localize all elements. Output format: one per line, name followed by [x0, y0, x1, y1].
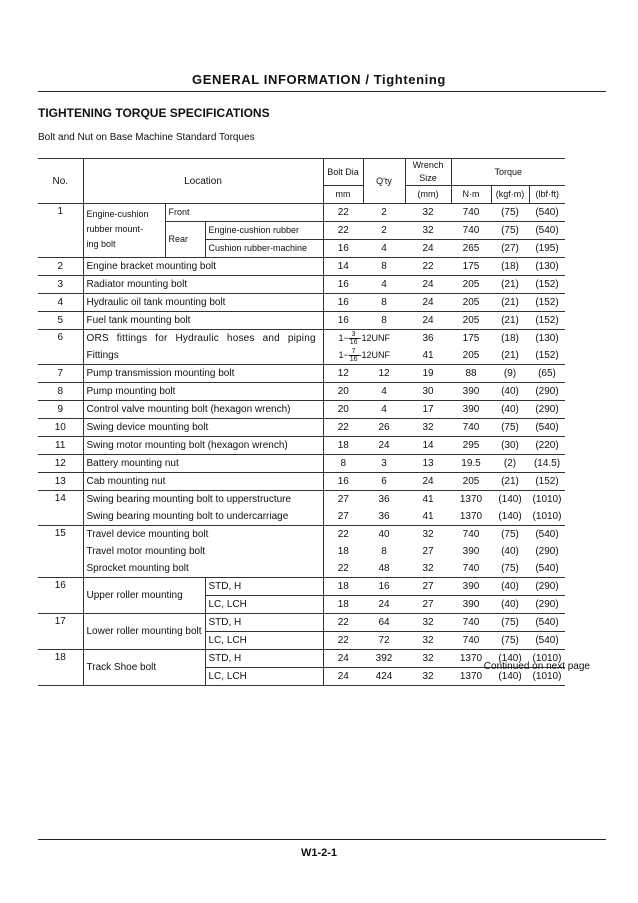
row1-location-line: Engine-cushion — [86, 209, 149, 219]
row1-rear-label: Rear — [165, 222, 205, 258]
dia-fraction — [349, 348, 359, 363]
row-location: Swing bearing mounting bolt to upperstructure — [83, 491, 323, 509]
torque-kgfm-value: (140) — [491, 668, 529, 686]
row6-location-line1: ORS fittings for Hydraulic hoses and piping — [83, 330, 323, 348]
header-wrench-line2: Size — [419, 173, 437, 183]
wrench-size-value: 27 — [405, 596, 451, 614]
bolt-dia-value: 22 — [337, 563, 349, 574]
qty-value: 8 — [363, 312, 405, 330]
bolt-dia-value: 22 — [323, 632, 363, 650]
torque-lbfft-value: (540) — [529, 222, 565, 240]
qty-value: 4 — [363, 276, 405, 294]
torque-lbfft-value: (152) — [529, 473, 565, 491]
torque-kgfm-value: (30) — [491, 437, 529, 455]
row-location: Control valve mounting bolt (hexagon wrench) — [83, 401, 323, 419]
wrench-size-value: 32 — [405, 204, 451, 222]
table-row-6b — [38, 347, 599, 365]
torque-lbfft-value: (540) — [529, 204, 565, 222]
wrench-size-value: 32 — [405, 222, 451, 240]
row6-location-line2: Fittings — [83, 347, 323, 365]
bolt-dia-value: 27 — [337, 511, 349, 522]
header-wrench-size — [405, 159, 451, 186]
header-torque: Torque — [451, 159, 565, 186]
table-row-16-a — [38, 578, 599, 596]
torque-lbfft-value: (290) — [529, 596, 565, 614]
row-number: 17 — [38, 614, 83, 650]
qty-value: 2 — [363, 204, 405, 222]
row-location: Pump mounting bolt — [83, 383, 323, 401]
torque-lbfft-value: (130) — [529, 330, 565, 348]
bolt-dia-value: 27 — [323, 491, 363, 509]
torque-kgfm-value: (21) — [491, 276, 529, 294]
wrench-size-value: 32 — [405, 632, 451, 650]
row-number: 16 — [38, 578, 83, 614]
table-row-2 — [38, 258, 599, 276]
machine-type-label: LC, LCH — [205, 632, 323, 650]
torque-nm-value: 1370 — [451, 668, 491, 686]
torque-nm-value: 175 — [451, 258, 491, 276]
row-number: 4 — [38, 294, 83, 312]
torque-lbfft-value: (152) — [529, 312, 565, 330]
row-location: Swing motor mounting bolt (hexagon wrench) — [83, 437, 323, 455]
header-qty: Q'ty — [363, 159, 405, 204]
row1-rear-a-label: Engine-cushion rubber — [205, 222, 323, 240]
wrench-size-value: 32 — [405, 668, 451, 686]
torque-lbfft-value: (152) — [535, 350, 559, 361]
row-number: 3 — [38, 276, 83, 294]
torque-kgfm-value: (75) — [491, 526, 529, 544]
torque-kgfm-value: (40) — [491, 401, 529, 419]
qty-value: 8 — [363, 258, 405, 276]
table-row-15-2 — [38, 560, 599, 578]
wrench-size-value: 32 — [405, 419, 451, 437]
row-location: Hydraulic oil tank mounting bolt — [83, 294, 323, 312]
bolt-dia-value: 22 — [323, 222, 363, 240]
torque-kgfm-value: (2) — [491, 455, 529, 473]
torque-kgfm-value: (140) — [491, 491, 529, 509]
bolt-dia-value: 22 — [323, 419, 363, 437]
table-header-row-1 — [38, 159, 599, 186]
torque-lbfft-value: (65) — [529, 365, 565, 383]
table-row-6a — [38, 330, 599, 348]
wrench-size-value: 30 — [405, 383, 451, 401]
bolt-dia-value: 18 — [323, 437, 363, 455]
table-row-17-a — [38, 614, 599, 632]
bolt-dia-value: 16 — [323, 294, 363, 312]
header-bolt-dia-unit: mm — [323, 186, 363, 204]
header-location: Location — [83, 159, 323, 204]
row-location: Track Shoe bolt — [83, 650, 205, 686]
bolt-dia-fraction — [323, 347, 405, 365]
torque-kgfm-value: (18) — [491, 330, 529, 348]
wrench-size-value: 41 — [405, 491, 451, 509]
row-number: 8 — [38, 383, 83, 401]
torque-kgfm-value: (140) — [491, 650, 529, 668]
dia-numerator: 3 — [349, 331, 359, 339]
header-unit-nm: N·m — [451, 186, 491, 204]
torque-lbfft-value: (290) — [535, 546, 559, 557]
torque-kgfm-value: (140) — [498, 511, 522, 522]
torque-kgfm-value: (75) — [491, 614, 529, 632]
row-number: 14 — [38, 491, 83, 526]
wrench-size-value: 22 — [405, 258, 451, 276]
qty-value: 24 — [363, 437, 405, 455]
qty-value: 4 — [363, 401, 405, 419]
torque-lbfft-value: (152) — [529, 294, 565, 312]
wrench-size-value: 32 — [405, 650, 451, 668]
table-row-15-1 — [38, 543, 599, 560]
wrench-size-value: 32 — [405, 614, 451, 632]
qty-value: 4 — [363, 240, 405, 258]
torque-lbfft-value: (1010) — [529, 650, 565, 668]
wrench-size-value: 24 — [405, 276, 451, 294]
bolt-dia-value: 22 — [323, 204, 363, 222]
torque-lbfft-value: (290) — [529, 401, 565, 419]
torque-nm-value: 740 — [451, 222, 491, 240]
torque-nm-value: 205 — [451, 294, 491, 312]
wrench-size-value: 24 — [405, 473, 451, 491]
row-location: Swing device mounting bolt — [83, 419, 323, 437]
qty-value: 2 — [363, 222, 405, 240]
bolt-dia-value: 20 — [323, 401, 363, 419]
bolt-dia-value: 16 — [323, 276, 363, 294]
machine-type-label: LC, LCH — [205, 668, 323, 686]
torque-nm-value: 175 — [451, 330, 491, 348]
bolt-dia-value: 16 — [323, 473, 363, 491]
wrench-size-value: 27 — [422, 546, 434, 557]
table-row-7 — [38, 365, 599, 383]
wrench-size-value: 27 — [405, 578, 451, 596]
row-number: 9 — [38, 401, 83, 419]
machine-type-label: LC, LCH — [205, 596, 323, 614]
torque-nm-value: 205 — [451, 312, 491, 330]
table-row-3 — [38, 276, 599, 294]
wrench-size-value: 41 — [422, 350, 434, 361]
bolt-dia-value: 18 — [323, 596, 363, 614]
section-title: TIGHTENING TORQUE SPECIFICATIONS — [38, 106, 270, 120]
torque-nm-value: 740 — [462, 563, 480, 574]
torque-nm-value: 295 — [451, 437, 491, 455]
torque-kgfm-value: (40) — [491, 596, 529, 614]
row-location: Travel motor mounting bolt — [83, 543, 323, 560]
table-row-11 — [38, 437, 599, 455]
torque-nm-value: 1370 — [451, 491, 491, 509]
row1-front-label: Front — [165, 204, 323, 222]
torque-kgfm-value: (21) — [491, 473, 529, 491]
torque-kgfm-value: (75) — [491, 419, 529, 437]
bolt-dia-value: 18 — [323, 578, 363, 596]
dia-numerator: 7 — [349, 348, 359, 356]
row-location: Engine bracket mounting bolt — [83, 258, 323, 276]
row-number: 6 — [38, 330, 83, 365]
machine-type-label: STD, H — [205, 614, 323, 632]
row-number: 11 — [38, 437, 83, 455]
bolt-dia-value: 8 — [323, 455, 363, 473]
torque-table — [38, 158, 599, 686]
row1-rear-b-label: Cushion rubber-machine — [205, 240, 323, 258]
torque-lbfft-value: (540) — [529, 614, 565, 632]
machine-type-label: STD, H — [205, 650, 323, 668]
qty-value: 64 — [363, 614, 405, 632]
table-row-15-0 — [38, 526, 599, 544]
bolt-dia-value: 14 — [323, 258, 363, 276]
table-row-4 — [38, 294, 599, 312]
qty-value: 4 — [363, 383, 405, 401]
bolt-dia-value: 24 — [323, 668, 363, 686]
wrench-size-value: 24 — [405, 240, 451, 258]
qty-value: 16 — [363, 578, 405, 596]
torque-lbfft-value: (290) — [529, 383, 565, 401]
row-location: Travel device mounting bolt — [83, 526, 323, 544]
bolt-dia-value: 22 — [323, 614, 363, 632]
row-location: Pump transmission mounting bolt — [83, 365, 323, 383]
dia-suffix: -12UNF — [358, 332, 391, 343]
torque-nm-value: 205 — [451, 473, 491, 491]
dia-suffix: -12UNF — [358, 349, 391, 360]
wrench-size-value: 14 — [405, 437, 451, 455]
torque-nm-value: 740 — [451, 204, 491, 222]
torque-nm-value: 265 — [451, 240, 491, 258]
qty-value: 36 — [378, 511, 390, 522]
wrench-size-value: 41 — [422, 511, 434, 522]
dia-denominator: 16 — [349, 356, 358, 364]
torque-kgfm-value: (21) — [491, 312, 529, 330]
bolt-dia-fraction — [323, 330, 405, 348]
table-row-1a — [38, 204, 599, 222]
footer-rule — [38, 839, 606, 840]
torque-lbfft-value: (1010) — [532, 511, 562, 522]
row-location: Sprocket mounting bolt — [83, 560, 323, 578]
qty-value: 8 — [381, 546, 387, 557]
page-number: W1-2-1 — [300, 847, 338, 859]
torque-nm-value: 205 — [451, 276, 491, 294]
qty-value: 3 — [363, 455, 405, 473]
torque-lbfft-value: (152) — [529, 276, 565, 294]
bolt-dia-value: 16 — [323, 240, 363, 258]
torque-nm-value: 1370 — [451, 650, 491, 668]
row-location: Battery mounting nut — [83, 455, 323, 473]
qty-value: 424 — [363, 668, 405, 686]
table-subtitle: Bolt and Nut on Base Machine Standard Torques — [38, 132, 255, 143]
torque-lbfft-value: (1010) — [529, 491, 565, 509]
row-number: 7 — [38, 365, 83, 383]
row1-location — [83, 204, 165, 258]
torque-kgfm-value: (75) — [501, 563, 519, 574]
wrench-size-value: 24 — [405, 294, 451, 312]
qty-value: 24 — [363, 596, 405, 614]
torque-nm-value: 1370 — [459, 511, 483, 522]
torque-lbfft-value: (220) — [529, 437, 565, 455]
wrench-size-value: 24 — [405, 312, 451, 330]
torque-nm-value: 390 — [451, 401, 491, 419]
wrench-size-value: 17 — [405, 401, 451, 419]
row-number: 2 — [38, 258, 83, 276]
torque-nm-value: 740 — [451, 526, 491, 544]
continued-note: Continued on next page — [483, 661, 590, 672]
header-unit-lbfft: (lbf·ft) — [529, 186, 565, 204]
torque-nm-value: 390 — [451, 578, 491, 596]
torque-lbfft-value: (1010) — [529, 668, 565, 686]
torque-lbfft-value: (14.5) — [529, 455, 565, 473]
torque-nm-value: 205 — [462, 350, 480, 361]
machine-type-label: STD, H — [205, 578, 323, 596]
dia-fraction — [349, 331, 359, 346]
row-number: 10 — [38, 419, 83, 437]
row-number: 1 — [38, 204, 83, 258]
bolt-dia-value: 18 — [337, 546, 349, 557]
row1-location-line: rubber mount- — [86, 224, 144, 234]
row1-location-line: ing bolt — [86, 239, 116, 249]
table-row-9 — [38, 401, 599, 419]
header-no: No. — [38, 159, 83, 204]
header-wrench-line1: Wrench — [412, 160, 444, 170]
torque-kgfm-value: (40) — [491, 383, 529, 401]
table-row-13 — [38, 473, 599, 491]
wrench-size-value: 13 — [405, 455, 451, 473]
dia-prefix: 1− — [338, 349, 349, 360]
header-unit-kgfm: (kgf·m) — [491, 186, 529, 204]
torque-nm-value: 390 — [451, 596, 491, 614]
row-location: Upper roller mounting — [83, 578, 205, 614]
torque-nm-value: 740 — [451, 614, 491, 632]
torque-lbfft-value: (540) — [529, 632, 565, 650]
table-row-14-1 — [38, 508, 599, 526]
row-location: Swing bearing mounting bolt to undercarriage — [83, 508, 323, 526]
torque-lbfft-value: (290) — [529, 578, 565, 596]
torque-lbfft-value: (540) — [529, 526, 565, 544]
torque-kgfm-value: (75) — [491, 222, 529, 240]
wrench-size-value: 36 — [405, 330, 451, 348]
table-row-12 — [38, 455, 599, 473]
table-row-5 — [38, 312, 599, 330]
qty-value: 392 — [363, 650, 405, 668]
row-location: Radiator mounting bolt — [83, 276, 323, 294]
row-location: Fuel tank mounting bolt — [83, 312, 323, 330]
row-location: Cab mounting nut — [83, 473, 323, 491]
dia-denominator: 16 — [349, 339, 358, 347]
bolt-dia-value: 16 — [323, 312, 363, 330]
torque-kgfm-value: (40) — [501, 546, 519, 557]
row-location: Lower roller mounting bolt — [83, 614, 205, 650]
torque-kgfm-value: (75) — [491, 204, 529, 222]
torque-lbfft-value: (130) — [529, 258, 565, 276]
qty-value: 40 — [363, 526, 405, 544]
bolt-dia-value: 20 — [323, 383, 363, 401]
qty-value: 8 — [363, 294, 405, 312]
torque-nm-value: 88 — [451, 365, 491, 383]
bolt-dia-value: 12 — [323, 365, 363, 383]
table-row-14-0 — [38, 491, 599, 509]
qty-value: 72 — [363, 632, 405, 650]
torque-kgfm-value: (40) — [491, 578, 529, 596]
torque-kgfm-value: (21) — [491, 294, 529, 312]
torque-kgfm-value: (9) — [491, 365, 529, 383]
bolt-dia-value: 24 — [323, 650, 363, 668]
torque-kgfm-value: (75) — [491, 632, 529, 650]
torque-nm-value: 740 — [451, 419, 491, 437]
torque-kgfm-value: (21) — [501, 350, 519, 361]
row-number: 5 — [38, 312, 83, 330]
qty-value: 12 — [363, 365, 405, 383]
table-row-8 — [38, 383, 599, 401]
torque-nm-value: 390 — [451, 383, 491, 401]
torque-lbfft-value: (195) — [529, 240, 565, 258]
header-bolt-dia: Bolt Dia — [323, 159, 363, 186]
qty-value: 36 — [363, 491, 405, 509]
dia-prefix: 1− — [338, 332, 349, 343]
torque-lbfft-value: (540) — [535, 563, 559, 574]
row-number: 12 — [38, 455, 83, 473]
qty-value: 6 — [363, 473, 405, 491]
torque-kgfm-value: (18) — [491, 258, 529, 276]
torque-lbfft-value: (540) — [529, 419, 565, 437]
torque-nm-value: 390 — [462, 546, 480, 557]
torque-kgfm-value: (27) — [491, 240, 529, 258]
header-rule — [38, 91, 606, 92]
qty-value: 26 — [363, 419, 405, 437]
wrench-size-value: 19 — [405, 365, 451, 383]
torque-nm-value: 740 — [451, 632, 491, 650]
wrench-size-value: 32 — [422, 563, 434, 574]
row-number: 18 — [38, 650, 83, 686]
row-number: 13 — [38, 473, 83, 491]
bolt-dia-value: 22 — [323, 526, 363, 544]
page-header-title: GENERAL INFORMATION / Tightening — [192, 72, 446, 87]
row-number: 15 — [38, 526, 83, 578]
header-wrench-unit: (mm) — [405, 186, 451, 204]
table-row-10 — [38, 419, 599, 437]
wrench-size-value: 32 — [405, 526, 451, 544]
qty-value: 48 — [378, 563, 390, 574]
torque-nm-value: 19.5 — [451, 455, 491, 473]
